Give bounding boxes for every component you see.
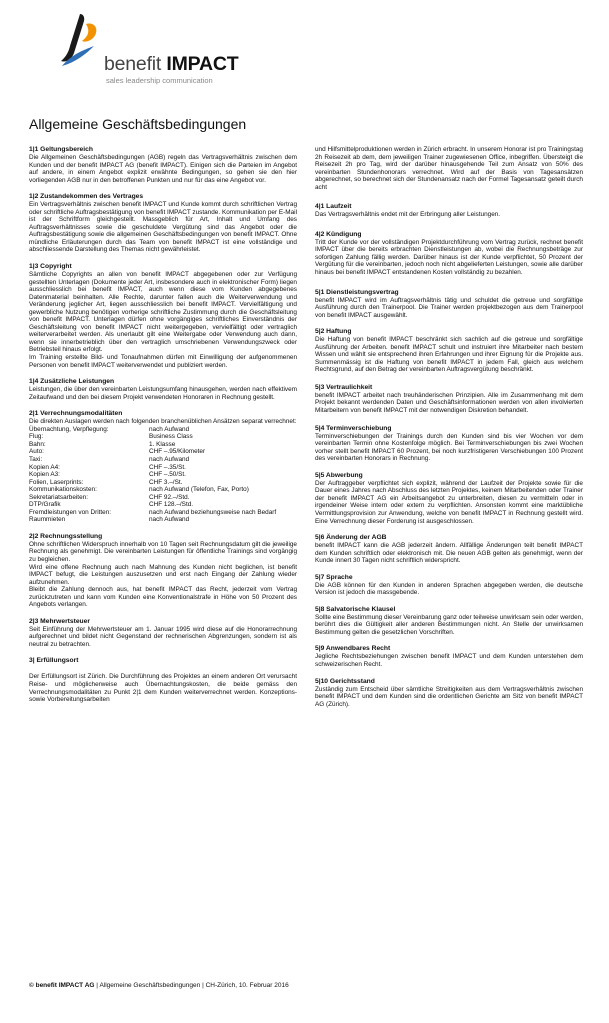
section-vertraulichkeit: 5|3 Vertraulichkeit benefit IMPACT arbeitet nach treuhänderischen Prinzipien. Alle im Zusammenhang mit dem Projekt bekannt werdenden Daten und Geschäftsinformationen werden von allen involvierten Mitarbeitern von benefit IMPACT mit der notwendigen Diskretion behandelt. [315, 383, 583, 415]
cost-table: Übernachtung, Verpflegung: nach Aufwand Flug: Business Class Bahn: 1. Klasse Auto: CHF –.95/Kilometer Taxi: nach Aufwand Kopien A4: CHF –.35/St. Kopien A3: CHF –.50/St. Folien, Laserprints: CHF 3.–/St. Kommunikationskosten: nach Aufwand (Telefon, Fax, Porto) Sekretariatsarbeiten: CHF 92.–/Std. DTP/Grafik CHF 128.–/Std. Fremdleistungen von Dritten: nach Aufwand beziehungsweise nach Bedarf Raummieten nach Aufwand [29, 425, 277, 524]
section-terminverschiebung: 5|4 Terminverschiebung Terminverschiebungen der Trainings durch den Kunden sind bis vier Wochen vor dem vereinbarten Termin ohne Kostenfolge möglich. Bei Terminverschiebungen bis zwei Wochen vorher stellt benefit IMPACT 60 Prozent, bei noch kurzfristigeren Verschiebungen 100 Prozent des vereinbarten Honorars in Rechnung. [315, 424, 583, 463]
left-column [29, 146, 297, 704]
logo-tagline: sales leadership communication [106, 76, 213, 85]
section-zusaetzliche-leistungen: 1|4 Zusätzliche Leistungen Leistungen, die über den vereinbarten Leistungsumfang hinausgehen, werden nach effektivem Zeitaufwand und den bei diesem Projekt verwendeten Honoraren in Rechnung gestellt. [29, 378, 297, 401]
section-aenderung-agb: 5|6 Änderung der AGB benefit IMPACT kann die AGB jederzeit ändern. Allfällige Änderungen teilt benefit IMPACT dem Kunden schriftlich oder elektronisch mit. Die neuen AGB gelten als genehmigt, wenn der Kunde innert 30 Tagen nicht schriftlich widerspricht. [315, 534, 583, 565]
section-zustandekommen: 1|2 Zustandekommen des Vertrages Ein Vertragsverhältnis zwischen benefit IMPACT und Kunde kommt durch schriftlichen Vertrag oder schriftliche Auftragsbestätigung von benefit IMPACT zustande. Kommunikation per E-Mail ist der Schriftform gleichgestellt. Massgeblich für Art, Inhalt und Umfang des Auftragsverhältnisses sowie die geschuldete Vergütung sind das Angebot oder die Auftragsbestätigung sowie die allgemeinen Geschäftsbedingungen von benefit IMPACT. Ohne mündliche Erläuterungen durch das Team von benefit IMPACT ist eine vollständige und abschliessende Darstellung des Themas nicht gewährleistet. [29, 193, 297, 254]
right-column [315, 146, 583, 708]
section-verrechnungsmodalitaeten: 2|1 Verrechnungsmodalitäten Die direkten Auslagen werden nach folgenden branchenüblichen Ansätzen separat verrechnet: Übernachtung, Verpflegung: nach Aufwand Flug: Business Class Bahn: 1. Klasse Auto: CHF –.95/Kilometer Taxi: nach Aufwand Kopien A4: CHF –.35/St. Kopien A3: CHF –.50/St. Folien, Laserprints: CHF 3.–/St. Kommunikationskosten: nach Aufwand (Telefon, Fax, Porto) Sekretariatsarbeiten: CHF 92.–/Std. DTP/Grafik CHF 128.–/Std. Fremdleistungen von Dritten: nach Aufwand beziehungsweise nach Bedarf Raummieten nach Aufwand [29, 410, 297, 524]
section-sprache: 5|7 Sprache Die AGB können für den Kunden in anderen Sprachen abgegeben werden, die deutsche Version ist jedoch die massgebende. [315, 573, 583, 597]
logo-mark-icon [58, 10, 108, 72]
section-geltungsbereich: 1|1 Geltungsbereich Die Allgemeinen Geschäftsbedingungen (AGB) regeln das Vertragsverhältnis zwischen dem Kunden und der benefit IMPACT AG (benefit IMPACT). Einigen sich die Parteien im Angebot auf andere, in einem Angebot explizit erwähnte Bedingungen, so gehen sie den hier vorliegenden AGB nur in den betroffenen Punkten und nur für das eine Angebot vor. [29, 146, 297, 184]
section-abwerbung: 5|5 Abwerbung Der Auftraggeber verpflichtet sich explizit, während der Laufzeit der Projekte sowie für die Dauer eines Jahres nach Abschluss des letzten Projektes, keinem Mitarbeitenden oder Trainer der benefit IMPACT AG ein Arbeitsangebot zu unterbreiten, diesen zu vermitteln oder in irgendeiner Weise intern oder extern zu verpflichten. Ansonsten kommt eine marktübliche Vermittlungsprovision zur Anwendung, welche von benefit IMPACT in Rechnung gestellt wird. Eine Verrechnung dieser Forderung ist ausgeschlossen. [315, 471, 583, 525]
section-copyright: 1|3 Copyright Sämtliche Copyrights an allen von benefit IMPACT abgegebenen oder zur Verfügung gestellten Unterlagen (Dokumente jeder Art, insbesondere auch in elektronischer Form) liegen ausschliesslich bei benefit IMPACT, auch wenn diese vom Kunden abgegebenes Datenmaterial beinhalten. Alle Rechte, darunter fallen auch die Weiterverwendung und Veränderung jeglicher Art, liegen ausschliesslich bei benefit IMPACT. Vervielfältigung und gewerbliche Nutzung benötigen vorherige schriftliche Zustimmung durch die Geschäftsleitung von benefit IMPACT. Unterlagen dürfen ohne vorgängiges schriftliches Einverständnis der Geschäftsleitung von benefit IMPACT nicht weitergegeben, vervielfältigt oder vertraglich weiterverarbeitet werden. Als unerlaubt gilt eine Weitergabe oder Verwendung auch dann, wenn sie innerbetrieblich über den vertraglich umschriebenen Verwendungszweck oder Betriebsteil hinaus erfolgt. Im Training erstellte Bild- und Tonaufnahmen dürfen mit Einwilligung der aufgenommenen Personen von benefit IMPACT weiterverwendet und publiziert werden. [29, 263, 297, 369]
section-salvatorische-klausel: 5|8 Salvatorische Klausel Sollte eine Bestimmung dieser Vereinbarung ganz oder teilweise unwirksam sein oder werden, berührt dies die Gültigkeit aller anderen Bestimmungen nicht. An Stelle der unwirksamen Bestimmung gelten die gesetzlichen Vorschriften. [315, 605, 583, 636]
section-dienstleistungsvertrag: 5|1 Dienstleistungsvertrag benefit IMPACT wird im Auftragsverhältnis tätig und schuldet die getreue und sorgfältige Ausführung durch den Trainerpool. Die Trainer werden projektbezogen aus dem Trainerpool von benefit IMPACT ausgewählt. [315, 288, 583, 319]
section-anwendbares-recht: 5|9 Anwendbares Recht Jegliche Rechtsbeziehungen zwischen benefit IMPACT und dem Kunden unterstehen dem schweizerischen Recht. [315, 645, 583, 668]
section-erfuellungsort: 3| Erfüllungsort Der Erfüllungsort ist Zürich. Die Durchführung des Projektes an einem anderen Ort verursacht Reise- und möglicherweise auch Übernachtungskosten, die beide gemäss den Verrechnungsmodalitäten zu Punkt 2|1 dem Kunden weiterverrechnet werden. Konzeptions- sowie Vorbereitungsarbeiten [29, 657, 297, 704]
section-rechnungsstellung: 2|2 Rechnungsstellung Ohne schriftlichen Widerspruch innerhalb von 10 Tagen seit Rechnungsdatum gilt die jeweilige Rechnung als genehmigt. Die vereinbarten Leistungen für öffentliche Trainings sind vorgängig zu begleichen. Wird eine offene Rechnung auch nach Mahnung des Kunden nicht beglichen, ist benefit IMPACT befugt, die Leistungen auszusetzen und erst nach Eingang der Zahlung wieder aufzunehmen. Bleibt die Zahlung dennoch aus, hat benefit IMPACT das Recht, jederzeit vom Vertrag zurückzutreten und kann vom Kunden eine Konventionalstrafe in Höhe von 50 Prozent des Angebots verlangen. [29, 532, 297, 609]
section-mehrwertsteuer: 2|3 Mehrwertsteuer Seit Einführung der Mehrwertsteuer am 1. Januar 1995 wird diese auf die Honorarrechnung aufgerechnet und bildet nicht Gegenstand der rechnerischen Abgrenzungen, sondern ist als neutral zu betrachten. [29, 617, 297, 648]
logo-wordmark: benefit IMPACT [104, 53, 239, 75]
section-erfuellungsort-cont: und Hilfsmittelproduktionen werden in Zürich erbracht. In unserem Honorar ist pro Trainingstag 2h Reisezeit ab dem, dem jeweiligen Trainer zugewiesenen Office, inbegriffen. Übersteigt die Reisezeit 2h pro Tag, wird der darüber hinausgehende Teil zum Ansatz von 50% des vereinbarten Stundenhonorars verrechnet. Wird auf der Basis von Tagesansätzen abgerechnet, so berechnet sich der Stundenansatz nach der Formel Tagesansatz geteilt durch acht [315, 146, 583, 191]
section-haftung: 5|2 Haftung Die Haftung von benefit IMPACT beschränkt sich sachlich auf die getreue und sorgfältige Ausführung der Arbeiten. benefit IMPACT schult und instruiert ihre Mitarbeiter nach bestem Wissen und wählt sie entsprechend ihren Erfahrungen und ihrer Eignung für die Projekte aus. Summenmässig ist die Haftung von benefit IMPACT in jedem Fall, gleich aus welchem Rechtsgrund, auf den Betrag der vereinbarten Auftragsvergütung beschränkt. [315, 328, 583, 374]
page-title: Allgemeine Geschäftsbedingungen [29, 116, 247, 132]
section-laufzeit: 4|1 Laufzeit Das Vertragsverhältnis endet mit der Erbringung aller Leistungen. [315, 203, 501, 219]
company-logo [58, 10, 258, 86]
page-footer: © benefit IMPACT AG | Allgemeine Geschäftsbedingungen | CH-Zürich, 10. Februar 2016 [29, 982, 289, 989]
section-gerichtsstand: 5|10 Gerichtsstand Zuständig zum Entscheid über sämtliche Streitigkeiten aus dem Vertragsverhältnis zwischen benefit IMPACT und dem Kunden sind die ordentlichen Gerichte am Sitz von benefit IMPACT AG (Zürich). [315, 677, 583, 708]
section-kuendigung: 4|2 Kündigung Tritt der Kunde vor der vollständigen Projektdurchführung vom Vertrag zurück, rechnet benefit IMPACT über die bereits erbrachten Dienstleistungen ab, wobei die Rechnungsbeträge zur sofortigen Zahlung fällig werden. Darüber hinaus ist der Kunde verpflichtet, 50 Prozent der Vergütung für die vereinbarten, jedoch noch nicht abgelieferten Leistungen, sowie alle darüber hinaus bei benefit IMPACT entstandenen Kosten vollständig zu bezahlen. [315, 230, 583, 277]
